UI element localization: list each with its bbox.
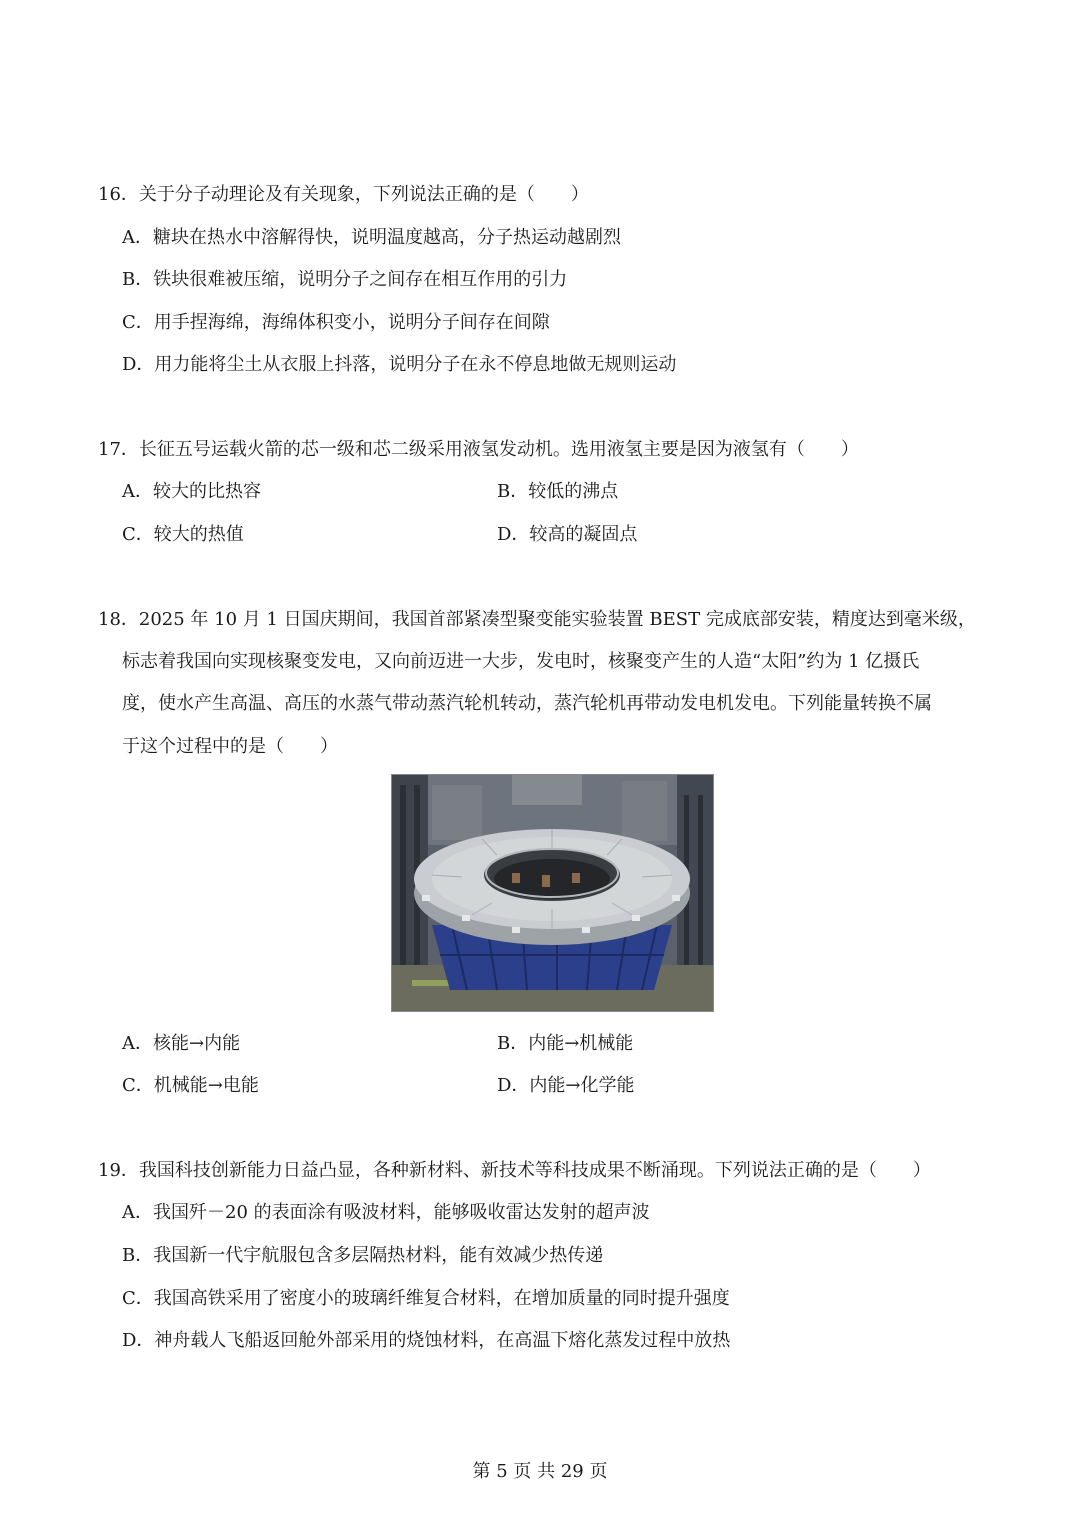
question-19-option-b: B．我国新一代宇航服包含多层隔热材料，能有效减少热传递	[122, 1245, 604, 1266]
question-18-stem-line-2: 标志着我国向实现核聚变发电，又向前迈进一大步，发电时，核聚变产生的人造“太阳”约为 1 亿摄氏	[122, 651, 920, 672]
question-16-option-a: A．糖块在热水中溶解得快，说明温度越高，分子热运动越剧烈	[122, 227, 621, 248]
question-16-option-c: C．用手捏海绵，海绵体积变小，说明分子间存在间隙	[122, 312, 550, 333]
question-19-option-d: D．神舟载人飞船返回舱外部采用的烧蚀材料，在高温下熔化蒸发过程中放热	[122, 1330, 731, 1351]
question-18-stem-line-4: 于这个过程中的是（ ）	[122, 736, 338, 757]
question-19-option-c: C．我国高铁采用了密度小的玻璃纤维复合材料，在增加质量的同时提升强度	[122, 1288, 730, 1309]
question-16-option-d: D．用力能将尘土从衣服上抖落，说明分子在永不停息地做无规则运动	[122, 354, 677, 375]
question-18-option-d: D．内能→化学能	[497, 1075, 635, 1096]
question-18-option-b: B．内能→机械能	[497, 1033, 634, 1054]
question-18-stem-line-3: 度，使水产生高温、高压的水蒸气带动蒸汽轮机转动，蒸汽轮机再带动发电机发电。下列能量转换不属	[122, 693, 932, 714]
question-17-option-a: A．较大的比热容	[122, 481, 261, 502]
question-16-option-b: B．铁块很难被压缩，说明分子之间存在相互作用的引力	[122, 269, 568, 290]
question-16-stem: 16．关于分子动理论及有关现象，下列说法正确的是（ ）	[98, 184, 589, 205]
question-17-stem: 17．长征五号运载火箭的芯一级和芯二级采用液氢发动机。选用液氢主要是因为液氢有（ ）	[98, 439, 859, 460]
question-19-option-a: A．我国歼－20 的表面涂有吸波材料，能够吸收雷达发射的超声波	[122, 1202, 650, 1223]
question-18-stem-line-1: 18．2025 年 10 月 1 日国庆期间，我国首部紧凑型聚变能实验装置 BEST 完成底部安装，精度达到毫米级，	[98, 609, 976, 630]
fusion-device-photo	[391, 774, 714, 1012]
question-17-option-b: B．较低的沸点	[497, 481, 619, 502]
question-17-option-c: C．较大的热值	[122, 524, 244, 545]
question-19-stem: 19．我国科技创新能力日益凸显，各种新材料、新技术等科技成果不断涌现。下列说法正确的是（ ）	[98, 1160, 931, 1181]
page-number-footer: 第 5 页 共 29 页	[472, 1461, 608, 1482]
question-18-option-a: A．核能→内能	[122, 1033, 241, 1054]
question-18-option-c: C．机械能→电能	[122, 1075, 259, 1096]
question-17-option-d: D．较高的凝固点	[497, 524, 638, 545]
